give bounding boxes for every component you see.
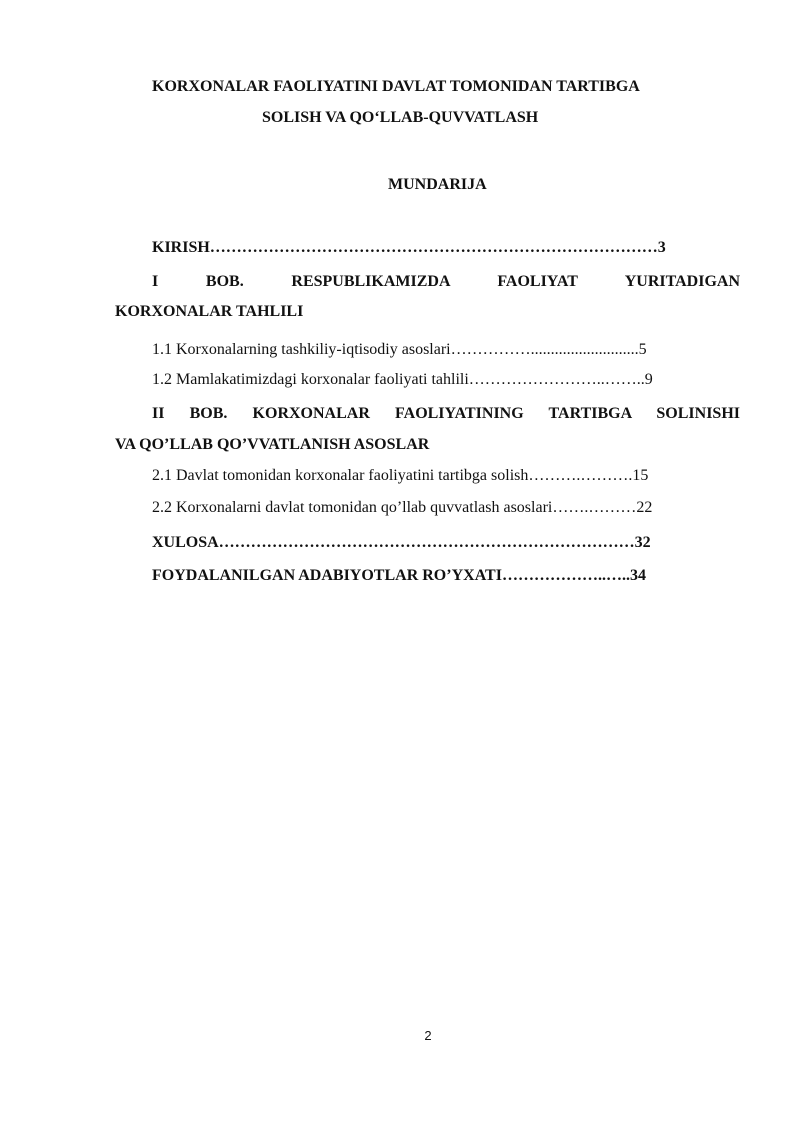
toc-entry-kirish: KIRISH…………………………………………………………………………3 [152, 239, 666, 256]
toc-entry-chapter-1-line-1: I BOB. RESPUBLIKAMIZDA FAOLIYAT YURITADIGAN [152, 273, 740, 290]
toc-heading: MUNDARIJA [388, 176, 487, 193]
toc-entry-section-1-2: 1.2 Mamlakatimizdagi korxonalar faoliyati tahlili……………………..……..9 [152, 371, 653, 388]
document-title-line-2: SOLISH VA QO‘LLAB-QUVVATLASH [262, 109, 539, 126]
page-number: 2 [424, 1028, 432, 1043]
toc-entry-chapter-1-line-2: KORXONALAR TAHLILI [115, 303, 304, 320]
toc-entry-chapter-2-line-2: VA QO’LLAB QO’VVATLANISH ASOSLAR [115, 436, 430, 453]
toc-entry-section-2-2: 2.2 Korxonalarni davlat tomonidan qo’llab quvvatlash asoslari…….………22 [152, 499, 653, 516]
toc-entry-chapter-2-line-1: II BOB. KORXONALAR FAOLIYATINING TARTIBGA SOLINISHI [152, 405, 740, 422]
toc-entry-section-2-1: 2.1 Davlat tomonidan korxonalar faoliyatini tartibga solish……….……….15 [152, 467, 649, 484]
toc-entry-references: FOYDALANILGAN ADABIYOTLAR RO’YXATI………………..…..34 [152, 567, 646, 584]
document-title-line-1: KORXONALAR FAOLIYATINI DAVLAT TOMONIDAN TARTIBGA [152, 78, 640, 95]
toc-entry-section-1-1: 1.1 Korxonalarning tashkiliy-iqtisodiy asoslari……………...........................5 [152, 341, 647, 358]
toc-entry-xulosa: XULOSA……………………………………………………………………32 [152, 534, 651, 551]
